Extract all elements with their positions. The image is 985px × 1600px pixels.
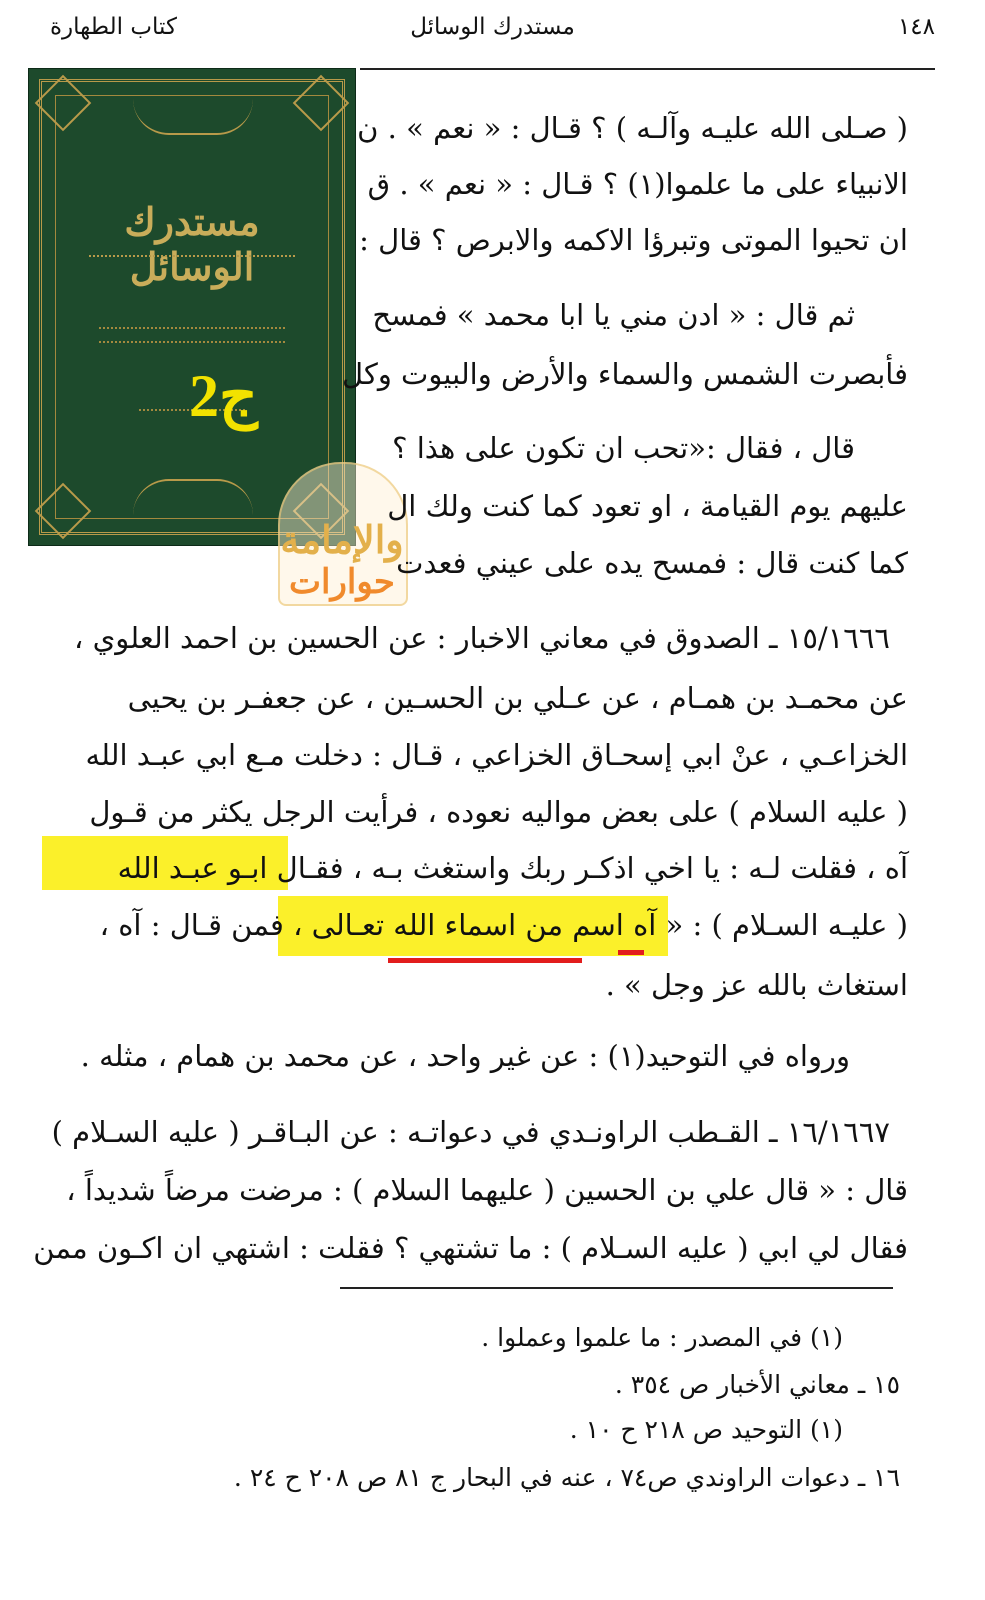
text-line: فقال لي ابي ( عليه السـلام ) : ما تشتهي ؟ فقلت : اشتهي ان اكـون ممن: [33, 1231, 908, 1265]
text-line: ورواه في التوحيد(١) : عن غير واحد ، عن محمد بن همام ، مثله .: [80, 1039, 850, 1073]
text-line: ثم قال : « ادن مني يا ابا محمد » فمسح: [372, 298, 855, 332]
text-line: ( عليه السلام ) على بعض مواليه نعوده ، فرأيت الرجل يكثر من قـول: [89, 795, 908, 829]
volume-label: ج2: [189, 363, 258, 429]
text-line: ان تحيوا الموتى وتبرؤا الاكمه والابرص ؟ قال :: [359, 223, 908, 257]
red-underline: [388, 958, 582, 963]
book-title: كتاب الطهارة: [50, 14, 177, 40]
page-number: ١٤٨: [897, 14, 935, 40]
text-line: الانبياء على ما علموا(١) ؟ قـال : « نعم » . ق: [367, 167, 908, 201]
footnote: (١) التوحيد ص ٢١٨ ح ١٠ .: [569, 1415, 843, 1444]
footnote: (١) في المصدر : ما علموا وعملوا .: [481, 1323, 843, 1352]
text-line: ١٥/١٦٦٦ ـ الصدوق في معاني الاخبار : عن الحسين بن احمد العلوي ،: [74, 621, 890, 655]
top-arch-ornament: [133, 99, 253, 135]
text-line: ( صـلى الله عليـه وآلـه ) ؟ قـال : « نعم » . ن: [357, 111, 908, 145]
text-line: عن محمـد بن همـام ، عن عـلي بن الحسـين ، عن جعفـر بن يحيى: [127, 681, 908, 715]
text-line: آه ، فقلت لـه : يا اخي اذكـر ربك واستغث بـه ، فقـال ابـو عبـد الله: [117, 851, 908, 885]
cover-author-line: [99, 341, 285, 349]
cover-subtitle-line: [89, 255, 295, 267]
cover-title: مستدرك الوسائل: [124, 199, 260, 289]
text-line: فأبصرت الشمس والسماء والأرض والبيوت وكل: [342, 357, 908, 391]
text-line: قال ، فقال :«تحب ان تكون على هذا ؟: [392, 431, 855, 465]
watermark-text: والإمامة: [280, 517, 404, 562]
cover-frame-inner: [55, 95, 329, 519]
text-line: ١٦/١٦٦٧ ـ القـطب الراونـدي في دعواتـه : عن البـاقـر ( عليه السـلام ): [51, 1115, 890, 1149]
bottom-arch-ornament: [133, 479, 253, 515]
footnote: ١٥ ـ معاني الأخبار ص ٣٥٤ .: [614, 1370, 900, 1399]
footnote: ١٦ ـ دعوات الراوندي ص٧٤ ، عنه في البحار ج ٨١ ص ٢٠٨ ح ٢٤ .: [233, 1463, 900, 1492]
text-line: الخزاعـي ، عنْ ابي إسحـاق الخزاعي ، قـال : دخلت مـع ابي عبـد الله: [85, 738, 908, 772]
text-line: عليهم يوم القيامة ، او تعود كما كنت ولك ال: [387, 489, 908, 523]
header-rule: [360, 68, 935, 70]
cover-author-line: [99, 327, 285, 335]
watermark-text: حوارات: [289, 562, 395, 602]
footnote-rule: [340, 1287, 893, 1289]
text-line: استغاث بالله عز وجل » .: [605, 968, 908, 1002]
running-title: مستدرك الوسائل: [410, 14, 575, 40]
red-underline: [618, 950, 644, 955]
text-line: قال : « قال علي بن الحسين ( عليهما السلام ) : مرضت مرضاً شديداً ،: [66, 1173, 908, 1207]
page-header: [50, 14, 935, 54]
text-line: كما كنت قال : فمسح يده على عيني فعدت: [396, 546, 908, 580]
text-line: ( عليـه السـلام ) : « آه اسم من اسماء الله تعـالى ، فمن قـال : آه ،: [99, 908, 908, 942]
